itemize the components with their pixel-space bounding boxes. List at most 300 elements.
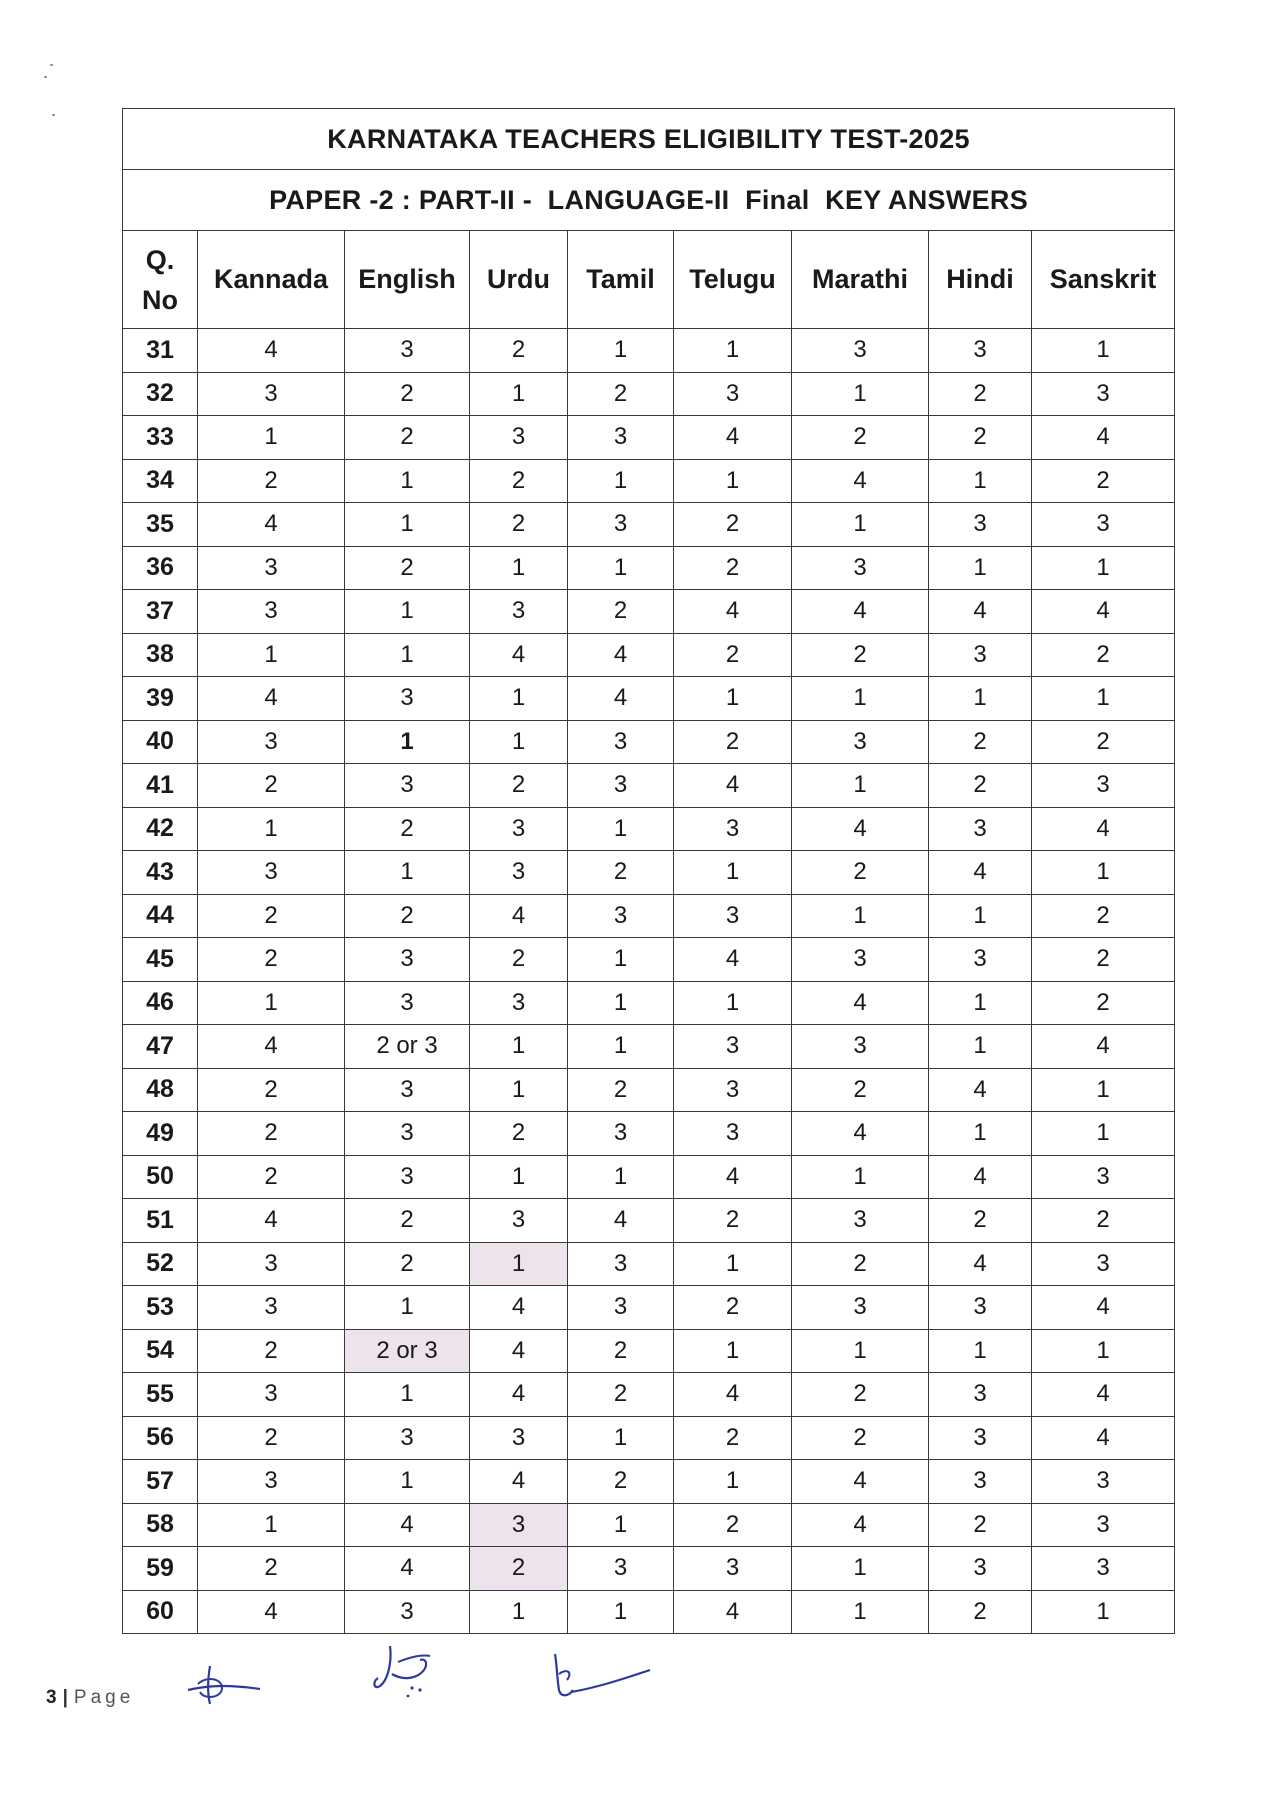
answer-cell: 2: [198, 764, 345, 808]
question-number: 38: [123, 633, 198, 677]
answer-cell: 3: [345, 764, 470, 808]
answer-cell: 3: [470, 1416, 568, 1460]
answer-cell: 2: [470, 1112, 568, 1156]
answer-cell: 3: [568, 503, 674, 547]
answer-cell: 2: [345, 546, 470, 590]
answer-cell: 4: [674, 1373, 792, 1417]
answer-cell: 3: [929, 633, 1032, 677]
table-row: [123, 981, 1175, 1025]
table-row: [123, 1112, 1175, 1156]
answer-cell: 2 or 3: [345, 1025, 470, 1069]
answer-cell: 1: [929, 546, 1032, 590]
table-row: [123, 1373, 1175, 1417]
answer-cell: 4: [674, 590, 792, 634]
answer-cell: 3: [470, 1199, 568, 1243]
question-number: 60: [123, 1590, 198, 1634]
answer-cell: 4: [929, 1155, 1032, 1199]
answer-cell: 3: [568, 416, 674, 460]
answer-cell: 2: [470, 764, 568, 808]
answer-cell: 3: [345, 1155, 470, 1199]
answer-cell: 2: [792, 1242, 929, 1286]
answer-cell: 1: [470, 720, 568, 764]
answer-cell: 4: [674, 1590, 792, 1634]
answer-cell: 2: [345, 894, 470, 938]
answer-cell: 1: [792, 1155, 929, 1199]
answer-cell: 3: [470, 416, 568, 460]
question-number: 50: [123, 1155, 198, 1199]
answer-cell: 1: [470, 1068, 568, 1112]
answer-cell: 2: [198, 1155, 345, 1199]
question-number: 42: [123, 807, 198, 851]
answer-cell: 2: [198, 459, 345, 503]
table-row: [123, 851, 1175, 895]
answer-cell: 3: [198, 590, 345, 634]
answer-cell: 3: [345, 329, 470, 373]
answer-cell: 3: [345, 938, 470, 982]
answer-cell: 2: [198, 1547, 345, 1591]
answer-cell: 3: [345, 981, 470, 1025]
answer-cell: 1: [568, 546, 674, 590]
question-number: 32: [123, 372, 198, 416]
answer-cell: 1: [345, 1286, 470, 1330]
answer-cell: 3: [198, 1373, 345, 1417]
table-row: [123, 1025, 1175, 1069]
question-number: 59: [123, 1547, 198, 1591]
answer-cell: 3: [929, 1547, 1032, 1591]
answer-cell: 1: [1032, 1068, 1175, 1112]
answer-cell: 1: [674, 981, 792, 1025]
answer-cell: 2: [929, 1503, 1032, 1547]
question-number: 35: [123, 503, 198, 547]
table-row: [123, 1329, 1175, 1373]
answer-cell: 1: [792, 503, 929, 547]
answer-cell: 1: [198, 633, 345, 677]
answer-cell: 1: [198, 807, 345, 851]
answer-cell: 4: [674, 1155, 792, 1199]
qno-header: [123, 231, 198, 329]
answer-cell: 1: [929, 1025, 1032, 1069]
answer-cell: 3: [792, 1199, 929, 1243]
answer-cell: 1: [929, 894, 1032, 938]
answer-cell: 3: [929, 938, 1032, 982]
answer-cell: 4: [345, 1547, 470, 1591]
answer-cell: 2: [1032, 1199, 1175, 1243]
answer-cell: 3: [1032, 1547, 1175, 1591]
answer-cell: 1: [568, 981, 674, 1025]
table-row: [123, 372, 1175, 416]
answer-cell: 3: [198, 546, 345, 590]
table-row: [123, 416, 1175, 460]
answer-cell: 3: [345, 1590, 470, 1634]
answer-cell: 4: [792, 590, 929, 634]
answer-cell: 4: [568, 1199, 674, 1243]
answer-cell: 2: [674, 1286, 792, 1330]
answer-cell: 1: [345, 1460, 470, 1504]
answer-cell: 1: [674, 459, 792, 503]
answer-cell: 4: [1032, 807, 1175, 851]
answer-cell: 2: [674, 1416, 792, 1460]
answer-cell: 1: [568, 1590, 674, 1634]
table-row: [123, 546, 1175, 590]
qno-header-line1: Q.: [145, 244, 175, 275]
question-number: 58: [123, 1503, 198, 1547]
answer-cell: 1: [470, 1025, 568, 1069]
answer-cell: 3: [929, 503, 1032, 547]
answer-cell: 4: [1032, 416, 1175, 460]
table-row: [123, 677, 1175, 721]
table-row: [123, 1460, 1175, 1504]
column-header: Sanskrit: [1032, 231, 1175, 329]
signature-3: [545, 1650, 655, 1710]
answer-cell: 4: [1032, 1373, 1175, 1417]
answer-cell: 1: [792, 764, 929, 808]
answer-cell: 2: [568, 851, 674, 895]
answer-cell: 3: [674, 1068, 792, 1112]
answer-cell: 2: [198, 1329, 345, 1373]
answer-cell: 4: [792, 1112, 929, 1156]
answer-cell: 1: [792, 894, 929, 938]
answer-cell: 2: [792, 416, 929, 460]
answer-cell: 2: [1032, 938, 1175, 982]
answer-cell: 1: [470, 1155, 568, 1199]
question-number: 48: [123, 1068, 198, 1112]
column-header: Tamil: [568, 231, 674, 329]
answer-cell: 3: [198, 1460, 345, 1504]
answer-cell: 2: [674, 1199, 792, 1243]
answer-cell: 1: [792, 372, 929, 416]
table-row: [123, 459, 1175, 503]
answer-cell: 3: [674, 894, 792, 938]
answer-cell: 3: [674, 807, 792, 851]
answer-cell: 3: [568, 764, 674, 808]
answer-cell: 3: [792, 329, 929, 373]
answer-cell: 3: [674, 1547, 792, 1591]
scan-speck: [44, 76, 47, 78]
answer-cell: 4: [929, 590, 1032, 634]
answer-cell: 4: [929, 1068, 1032, 1112]
answer-cell: 3: [674, 1025, 792, 1069]
table-row: [123, 590, 1175, 634]
answer-cell: 1: [1032, 1590, 1175, 1634]
answer-cell: 3: [929, 1286, 1032, 1330]
question-number: 33: [123, 416, 198, 460]
answer-cell: 4: [674, 416, 792, 460]
answer-cell: 3: [674, 372, 792, 416]
answer-cell: 2: [345, 1199, 470, 1243]
answer-cell: 4: [198, 677, 345, 721]
answer-cell: 3: [792, 938, 929, 982]
answer-cell: 4: [345, 1503, 470, 1547]
answer-cell: 1: [345, 851, 470, 895]
question-number: 47: [123, 1025, 198, 1069]
answer-cell: 4: [198, 1025, 345, 1069]
answer-cell: 3: [1032, 1242, 1175, 1286]
answer-cell: 3: [1032, 1460, 1175, 1504]
answer-cell: 1: [929, 981, 1032, 1025]
question-number: 55: [123, 1373, 198, 1417]
answer-cell: 1: [568, 1503, 674, 1547]
answer-cell: 4: [198, 329, 345, 373]
question-number: 37: [123, 590, 198, 634]
table-row: [123, 1155, 1175, 1199]
answer-cell: 3: [568, 1112, 674, 1156]
table-row: [123, 894, 1175, 938]
answer-cell: 4: [792, 981, 929, 1025]
answer-cell: 3: [198, 1242, 345, 1286]
answer-cell: 1: [1032, 546, 1175, 590]
question-number: 39: [123, 677, 198, 721]
answer-cell: 2: [674, 633, 792, 677]
document-title: KARNATAKA TEACHERS ELIGIBILITY TEST-2025: [123, 109, 1175, 170]
answer-cell: 4: [470, 894, 568, 938]
answer-cell: 3: [792, 546, 929, 590]
column-header: Telugu: [674, 231, 792, 329]
document-subtitle: PAPER -2 : PART-II - LANGUAGE-II Final KEY ANSWERS: [123, 170, 1175, 231]
answer-cell: 3: [198, 720, 345, 764]
answer-cell: 2: [674, 1503, 792, 1547]
answer-cell: 4: [470, 1460, 568, 1504]
answer-cell: 1: [568, 807, 674, 851]
answer-cell: 4: [198, 503, 345, 547]
answer-cell: 4: [470, 633, 568, 677]
answer-cell: 1: [929, 677, 1032, 721]
answer-cell: 2: [792, 1416, 929, 1460]
answer-cell: 3: [470, 981, 568, 1025]
table-row: [123, 1242, 1175, 1286]
answer-cell: 4: [470, 1286, 568, 1330]
table-row: [123, 764, 1175, 808]
answer-key-table: [122, 108, 1175, 1634]
answer-key-body: [123, 329, 1175, 1634]
answer-cell: 2: [568, 1460, 674, 1504]
page-footer: [46, 1687, 134, 1709]
answer-cell: 1: [345, 590, 470, 634]
answer-cell: 1: [198, 1503, 345, 1547]
table-row: [123, 1590, 1175, 1634]
answer-cell: 2: [929, 416, 1032, 460]
answer-cell: 1: [568, 938, 674, 982]
question-number: 56: [123, 1416, 198, 1460]
answer-cell: 1: [1032, 677, 1175, 721]
answer-cell: 2: [345, 807, 470, 851]
answer-cell: 1: [1032, 1329, 1175, 1373]
answer-cell: 3: [929, 329, 1032, 373]
question-number: 57: [123, 1460, 198, 1504]
table-row: [123, 938, 1175, 982]
answer-cell: 1: [345, 1373, 470, 1417]
answer-cell: 2: [929, 1590, 1032, 1634]
answer-cell: 4: [929, 851, 1032, 895]
answer-cell: 2: [568, 1373, 674, 1417]
question-number: 53: [123, 1286, 198, 1330]
answer-cell: 4: [470, 1373, 568, 1417]
answer-cell: 1: [345, 633, 470, 677]
answer-cell: 2: [568, 372, 674, 416]
column-header: Hindi: [929, 231, 1032, 329]
answer-cell: 3: [792, 1286, 929, 1330]
answer-cell: 3: [568, 1547, 674, 1591]
answer-cell: 1: [345, 459, 470, 503]
table-row: [123, 329, 1175, 373]
answer-cell: 2 or 3: [345, 1329, 470, 1373]
answer-cell: 1: [1032, 1112, 1175, 1156]
answer-cell: 2: [198, 1068, 345, 1112]
table-row: [123, 1068, 1175, 1112]
answer-cell: 1: [674, 851, 792, 895]
answer-cell: 1: [345, 720, 470, 764]
question-number: 49: [123, 1112, 198, 1156]
question-number: 52: [123, 1242, 198, 1286]
answer-cell: 4: [1032, 1025, 1175, 1069]
answer-cell: 4: [792, 1460, 929, 1504]
answer-cell: 3: [1032, 1503, 1175, 1547]
answer-cell: 1: [568, 329, 674, 373]
answer-cell: 1: [929, 1329, 1032, 1373]
answer-cell: 2: [792, 1373, 929, 1417]
column-header: Marathi: [792, 231, 929, 329]
answer-cell: 2: [198, 938, 345, 982]
answer-cell: 3: [470, 1503, 568, 1547]
answer-cell: 2: [674, 546, 792, 590]
answer-cell: 3: [929, 1460, 1032, 1504]
answer-cell: 4: [792, 1503, 929, 1547]
answer-cell: 3: [1032, 764, 1175, 808]
answer-cell: 1: [792, 1329, 929, 1373]
answer-cell: 3: [1032, 372, 1175, 416]
answer-cell: 1: [470, 546, 568, 590]
answer-cell: 2: [345, 416, 470, 460]
answer-cell: 2: [1032, 981, 1175, 1025]
table-row: [123, 503, 1175, 547]
answer-cell: 3: [345, 1068, 470, 1112]
answer-cell: 3: [470, 807, 568, 851]
answer-cell: 4: [198, 1199, 345, 1243]
answer-cell: 2: [1032, 459, 1175, 503]
question-number: 36: [123, 546, 198, 590]
answer-cell: 2: [1032, 894, 1175, 938]
answer-cell: 4: [568, 633, 674, 677]
page-label: Page: [73, 1687, 135, 1708]
answer-cell: 1: [470, 1242, 568, 1286]
answer-cell: 1: [674, 329, 792, 373]
answer-cell: 2: [792, 1068, 929, 1112]
table-row: [123, 720, 1175, 764]
table-row: [123, 1416, 1175, 1460]
answer-cell: 2: [345, 372, 470, 416]
table-row: [123, 633, 1175, 677]
answer-cell: 1: [470, 1590, 568, 1634]
scan-speck: [50, 64, 53, 66]
page-number: 3: [46, 1687, 57, 1708]
answer-cell: 4: [198, 1590, 345, 1634]
answer-cell: 3: [345, 1112, 470, 1156]
answer-cell: 1: [470, 372, 568, 416]
answer-cell: 2: [568, 1329, 674, 1373]
answer-cell: 2: [345, 1242, 470, 1286]
answer-cell: 4: [470, 1329, 568, 1373]
answer-cell: 2: [198, 894, 345, 938]
answer-cell: 3: [568, 1286, 674, 1330]
answer-cell: 2: [470, 1547, 568, 1591]
answer-cell: 3: [198, 1286, 345, 1330]
answer-cell: 2: [929, 1199, 1032, 1243]
answer-cell: 1: [1032, 851, 1175, 895]
answer-cell: 2: [929, 764, 1032, 808]
answer-cell: 3: [1032, 503, 1175, 547]
answer-cell: 3: [792, 1025, 929, 1069]
answer-cell: 2: [198, 1112, 345, 1156]
answer-cell: 2: [1032, 633, 1175, 677]
question-number: 45: [123, 938, 198, 982]
answer-cell: 3: [929, 1373, 1032, 1417]
answer-cell: 2: [792, 633, 929, 677]
answer-cell: 4: [1032, 1286, 1175, 1330]
question-number: 31: [123, 329, 198, 373]
answer-cell: 2: [792, 851, 929, 895]
answer-cell: 4: [674, 938, 792, 982]
answer-cell: 4: [568, 677, 674, 721]
answer-cell: 3: [1032, 1155, 1175, 1199]
answer-cell: 4: [929, 1242, 1032, 1286]
question-number: 40: [123, 720, 198, 764]
answer-cell: 2: [198, 1416, 345, 1460]
qno-header-line2: No: [142, 284, 178, 315]
answer-cell: 3: [198, 372, 345, 416]
answer-cell: 1: [674, 677, 792, 721]
column-header: English: [345, 231, 470, 329]
scan-speck: [52, 114, 55, 116]
answer-cell: 4: [792, 807, 929, 851]
answer-cell: 1: [198, 981, 345, 1025]
answer-cell: 3: [345, 1416, 470, 1460]
answer-cell: 3: [568, 1242, 674, 1286]
answer-cell: 1: [470, 677, 568, 721]
answer-cell: 3: [929, 807, 1032, 851]
answer-cell: 1: [792, 677, 929, 721]
footer-separator: |: [62, 1687, 68, 1708]
answer-cell: 3: [929, 1416, 1032, 1460]
table-row: [123, 1286, 1175, 1330]
answer-cell: 1: [198, 416, 345, 460]
answer-cell: 1: [929, 1112, 1032, 1156]
answer-cell: 1: [674, 1242, 792, 1286]
answer-cell: 3: [568, 894, 674, 938]
answer-cell: 2: [929, 372, 1032, 416]
question-number: 41: [123, 764, 198, 808]
answer-cell: 4: [1032, 1416, 1175, 1460]
answer-cell: 3: [792, 720, 929, 764]
answer-cell: 2: [568, 590, 674, 634]
answer-cell: 3: [198, 851, 345, 895]
answer-cell: 2: [929, 720, 1032, 764]
answer-cell: 2: [470, 459, 568, 503]
answer-cell: 1: [674, 1329, 792, 1373]
answer-cell: 4: [674, 764, 792, 808]
answer-cell: 3: [345, 677, 470, 721]
answer-cell: 3: [470, 851, 568, 895]
answer-cell: 1: [345, 503, 470, 547]
answer-cell: 1: [792, 1547, 929, 1591]
answer-cell: 1: [568, 1025, 674, 1069]
answer-cell: 1: [929, 459, 1032, 503]
answer-cell: 1: [568, 1416, 674, 1460]
table-row: [123, 807, 1175, 851]
signature-1: [180, 1660, 270, 1710]
answer-cell: 2: [674, 503, 792, 547]
column-header: Urdu: [470, 231, 568, 329]
answer-cell: 2: [470, 329, 568, 373]
answer-cell: 1: [568, 1155, 674, 1199]
